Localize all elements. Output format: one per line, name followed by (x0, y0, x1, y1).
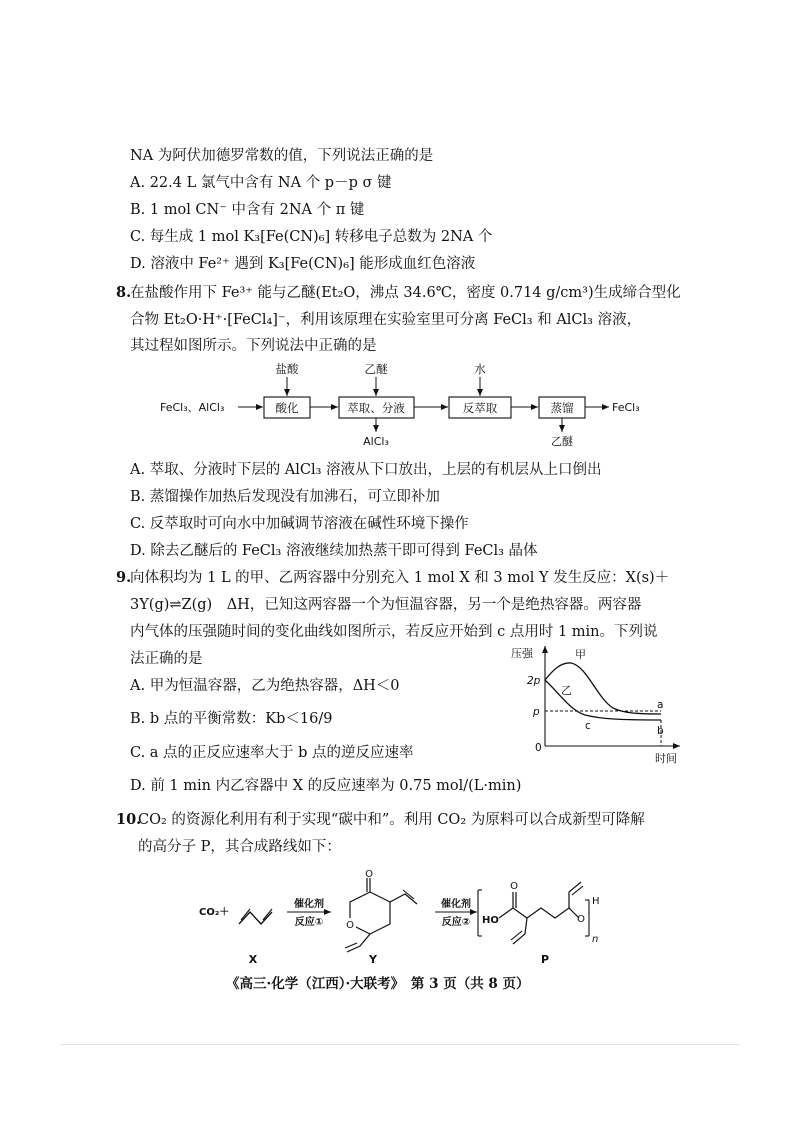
q8-flow-diagram (160, 360, 680, 452)
q8-stem-line-2: 合物 Et₂O·H⁺·[FeCl₄]⁻，利用该原理在实验室里可分离 FeCl₃ 和 AlCl₃ 溶液， (130, 312, 642, 328)
q8-option-d: D. 除去乙醚后的 FeCl₃ 溶液继续加热蒸干即可得到 FeCl₃ 晶体 (130, 543, 538, 559)
flow-step-acidify-label: 酸化 (275, 401, 299, 415)
graph-origin: 0 (535, 742, 542, 754)
reaction-2: 反应② (441, 917, 471, 928)
polymer-h: H (592, 896, 600, 907)
flow-product: FeCl₃ (612, 401, 640, 414)
q10-stem-line-1: CO₂ 的资源化利用有利于实现“碳中和”。利用 CO₂ 为原料可以合成新型可降解 (138, 812, 645, 828)
q8-number: 8. (116, 284, 132, 301)
flow-reagent-hcl: 盐酸 (275, 362, 299, 376)
label-y: Y (369, 953, 377, 966)
q10-number: 10. (116, 811, 142, 828)
q7-option-c: C. 每生成 1 mol K₃[Fe(CN)₆] 转移电子总数为 2NA 个 (130, 229, 493, 245)
label-yi: 乙 (561, 684, 572, 697)
flow-step-distill-label: 蒸馏 (550, 401, 574, 415)
q9-option-c: C. a 点的正反应速率大于 b 点的逆反应速率 (130, 745, 414, 761)
q9-stem-line-2: 3Y(g)⇌Z(g) ΔH，已知这两容器一个为恒温容器，另一个是绝热容器。两容器 (130, 597, 642, 613)
label-x: X (248, 953, 258, 966)
molecule-y (345, 878, 417, 952)
flow-reagent-ether: 乙醚 (364, 362, 388, 376)
bottom-rule (60, 1044, 740, 1045)
q9-stem-line-3: 内气体的压强随时间的变化曲线如图所示，若反应开始到 c 点用时 1 min。下列说 (130, 624, 658, 640)
q9-pressure-time-graph (505, 640, 690, 768)
q8-option-c: C. 反萃取时可向水中加碱调节溶液在碱性环境下操作 (130, 516, 469, 532)
graph-ylabel: 压强 (511, 647, 533, 660)
page-footer: 《高三·化学（江西）·大联考》 第 3 页（共 8 页） (226, 976, 530, 992)
q7-option-b: B. 1 mol CN⁻ 中含有 2NA 个 π 键 (130, 202, 365, 218)
q9-stem-line-1: 向体积均为 1 L 的甲、乙两容器中分别充入 1 mol X 和 3 mol Y 发生反应：X(s)＋ (130, 570, 670, 586)
catalyst-1: 催化剂 (294, 899, 324, 910)
graph-tick-2p: 2p (527, 675, 541, 687)
q8-option-a: A. 萃取、分液时下层的 AlCl₃ 溶液从下口放出，上层的有机层从上口倒出 (130, 462, 602, 478)
flow-step-back-extract-label: 反萃取 (462, 401, 498, 415)
q10-synthesis-scheme (195, 868, 615, 970)
q9-option-b: B. b 点的平衡常数：Kb＜16/9 (130, 711, 333, 727)
q8-option-b: B. 蒸馏操作加热后发现没有加沸石，可立即补加 (130, 489, 440, 505)
q7-option-d: D. 溶液中 Fe²⁺ 遇到 K₃[Fe(CN)₆] 能形成血红色溶液 (130, 256, 476, 272)
molecule-x (239, 912, 272, 924)
molecule-p (478, 882, 589, 944)
label-jia: 甲 (575, 648, 586, 661)
polymer-ho: HO (482, 915, 499, 926)
carbonyl-oxygen: O (365, 869, 373, 880)
q9-number: 9. (116, 569, 132, 586)
catalyst-2: 催化剂 (441, 899, 471, 910)
graph-xlabel: 时间 (655, 752, 677, 765)
q9-option-d: D. 前 1 min 内乙容器中 X 的反应速率为 0.75 mol/(L·min) (130, 778, 522, 794)
ring-oxygen: O (346, 920, 354, 931)
graph-tick-p: p (533, 706, 540, 718)
q8-stem-line-1: 在盐酸作用下 Fe³⁺ 能与乙醚(Et₂O，沸点 34.6℃，密度 0.714 g/cm³)生成缔合型化 (130, 285, 681, 301)
polymer-ester-oxygen: O (577, 914, 585, 925)
polymer-n: n (592, 934, 599, 945)
reaction-1: 反应① (294, 917, 324, 928)
flow-output-alcl3: AlCl₃ (363, 435, 389, 448)
q8-stem-line-3: 其过程如图所示。下列说法中正确的是 (130, 338, 377, 354)
scheme-co2: CO₂＋ (199, 907, 230, 918)
q7-stem: NA 为阿伏加德罗常数的值，下列说法正确的是 (130, 148, 434, 164)
point-c: c (585, 720, 591, 732)
q7-option-a: A. 22.4 L 氯气中含有 NA 个 p－p σ 键 (130, 175, 392, 191)
flow-output-ether: 乙醚 (551, 435, 573, 448)
flow-reagent-water: 水 (474, 362, 486, 376)
q10-stem-line-2: 的高分子 P，其合成路线如下： (138, 839, 341, 855)
point-b: b (657, 725, 664, 737)
label-p: P (540, 953, 550, 966)
polymer-carbonyl-oxygen: O (510, 881, 518, 892)
q9-stem-line-4: 法正确的是 (130, 651, 203, 667)
flow-input: FeCl₃、AlCl₃ (160, 401, 225, 414)
q9-option-a: A. 甲为恒温容器，乙为绝热容器，ΔH＜0 (130, 678, 400, 694)
point-a: a (657, 699, 664, 711)
flow-step-extract-label: 萃取、分液 (347, 401, 405, 415)
